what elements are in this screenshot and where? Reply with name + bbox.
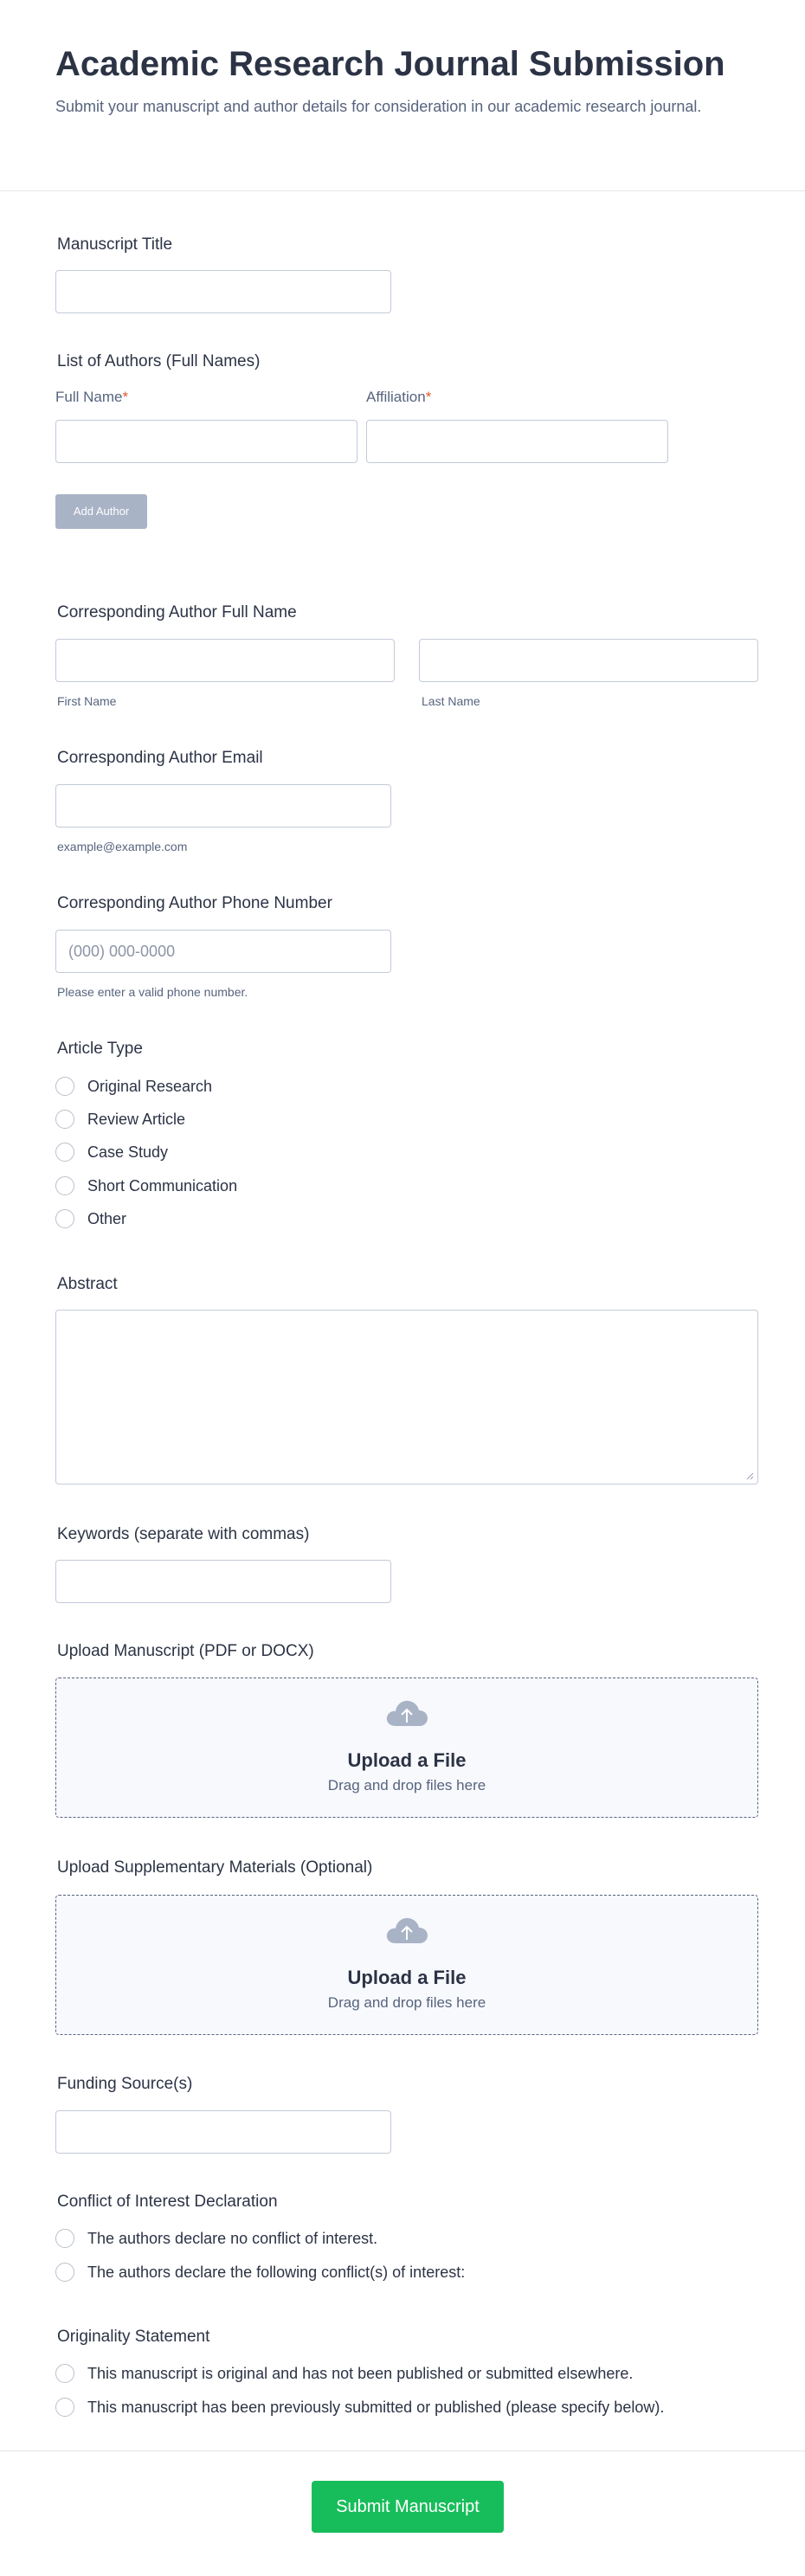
corresponding-name-label: Corresponding Author Full Name [57,603,297,621]
originality-option-label: This manuscript is original and has not been published or submitted elsewhere. [87,2365,634,2382]
conflict-option-label: The authors declare no conflict of interest. [87,2230,378,2247]
submit-button[interactable]: Submit Manuscript [312,2481,504,2533]
last-name-input[interactable] [419,639,758,682]
affiliation-column-header: Affiliation* [366,389,432,405]
article-type-option-label: Short Communication [87,1177,238,1195]
conflict-radio[interactable] [55,2229,74,2248]
first-name-input[interactable] [55,639,395,682]
originality-radio[interactable] [55,2398,74,2417]
upload-hint: Drag and drop files here [327,1777,486,1794]
keywords-input[interactable] [55,1560,391,1603]
email-sublabel: example@example.com [57,840,188,853]
upload-title: Upload a File [347,1749,467,1771]
upload-manuscript-label: Upload Manuscript (PDF or DOCX) [57,1642,314,1660]
article-type-label: Article Type [57,1040,143,1058]
conflict-option-label: The authors declare the following conflict(s) of interest: [87,2264,466,2281]
footer-divider [0,2450,805,2451]
page-title: Academic Research Journal Submission [55,45,725,83]
keywords-label: Keywords (separate with commas) [57,1525,310,1543]
upload-title: Upload a File [347,1967,467,1988]
abstract-textarea[interactable] [55,1310,758,1484]
article-type-option-label: Review Article [87,1111,186,1128]
article-type-radio[interactable] [55,1110,74,1129]
email-label: Corresponding Author Email [57,749,263,767]
article-type-radio[interactable] [55,1143,74,1162]
first-name-sublabel: First Name [57,694,117,708]
last-name-sublabel: Last Name [422,694,480,708]
funding-input[interactable] [55,2110,391,2154]
article-type-option-label: Other [87,1210,127,1227]
originality-radio[interactable] [55,2364,74,2383]
upload-supplementary-dropzone[interactable] [55,1895,758,2035]
upload-supplementary-label: Upload Supplementary Materials (Optional) [57,1858,373,1877]
upload-manuscript-dropzone[interactable] [55,1678,758,1818]
upload-hint: Drag and drop files here [327,1994,486,2011]
full-name-column-header: Full Name* [55,389,129,405]
phone-input[interactable]: (000) 000-0000 [55,930,391,973]
article-type-option-label: Case Study [87,1143,169,1161]
author-full-name-input[interactable] [55,420,357,463]
cloud-upload-icon [385,1916,428,1944]
required-mark: * [425,389,432,405]
author-affiliation-input[interactable] [366,420,668,463]
resize-grip-icon[interactable] [745,1472,754,1480]
abstract-label: Abstract [57,1275,118,1293]
page-subtitle: Submit your manuscript and author details for consideration in our academic research journal. [55,98,702,115]
phone-label: Corresponding Author Phone Number [57,894,332,912]
article-type-radio[interactable] [55,1209,74,1228]
article-type-radio[interactable] [55,1077,74,1096]
header-divider [0,190,805,191]
manuscript-title-input[interactable] [55,270,391,313]
manuscript-title-label: Manuscript Title [57,235,173,254]
article-type-radio[interactable] [55,1176,74,1195]
originality-label: Originality Statement [57,2328,210,2346]
conflict-label: Conflict of Interest Declaration [57,2193,278,2211]
funding-label: Funding Source(s) [57,2075,193,2093]
required-mark: * [122,389,129,405]
authors-label: List of Authors (Full Names) [57,352,261,370]
email-field[interactable] [55,784,391,828]
conflict-radio[interactable] [55,2263,74,2282]
phone-sublabel: Please enter a valid phone number. [57,985,248,999]
article-type-option-label: Original Research [87,1078,213,1095]
cloud-upload-icon [385,1699,428,1727]
add-author-button[interactable]: Add Author [55,494,147,529]
originality-option-label: This manuscript has been previously submitted or published (please specify below). [87,2399,665,2416]
